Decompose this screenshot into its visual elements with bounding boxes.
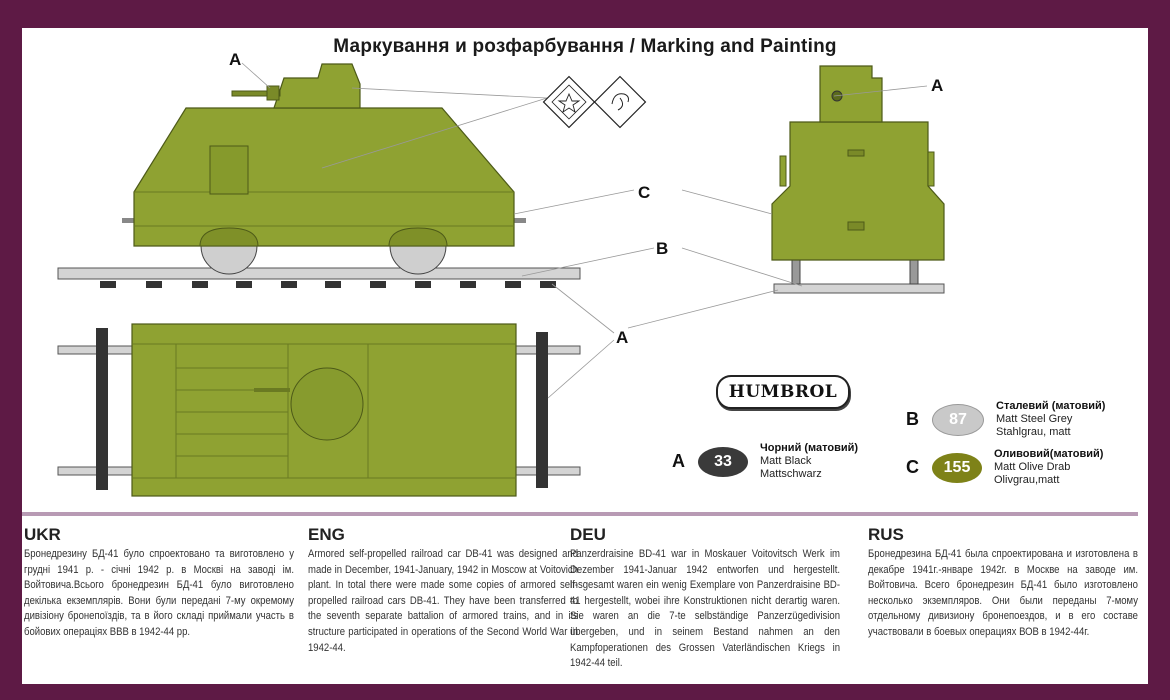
paint-name: Сталевий (матовий) <box>996 400 1106 412</box>
paint-name: Оливовий(матовий) <box>994 448 1104 460</box>
lang-heading: ENG <box>308 525 345 544</box>
paint-letter: C <box>906 457 919 477</box>
paint-row-a <box>672 442 858 481</box>
decal-star-icon <box>544 77 595 128</box>
section-divider <box>22 512 1138 516</box>
callout-a-rear: A <box>931 76 944 95</box>
rear-hull <box>772 122 944 260</box>
text-block-ukr <box>24 525 294 641</box>
callout-a-rails: A <box>616 328 629 347</box>
top-turret-ring <box>291 368 363 440</box>
paint-name-en: Matt Olive Drab <box>994 461 1071 473</box>
paint-name-en: Matt Black <box>760 455 812 467</box>
rail-sleepers <box>100 281 556 288</box>
paint-name: Чорний (матовий) <box>760 442 859 454</box>
lang-heading: UKR <box>24 525 61 544</box>
lang-heading: DEU <box>570 525 606 544</box>
paint-name-de: Olivgrau,matt <box>994 474 1060 486</box>
callout-b: B <box>656 239 669 258</box>
page-title: Маркування и розфарбування / Marking and Painting <box>333 36 837 57</box>
vehicle-drawings <box>22 28 1148 512</box>
top-view-drawing <box>58 324 580 496</box>
paint-swatch-olive-drab: 155 <box>932 453 982 483</box>
decal-emblem-icon <box>595 77 646 128</box>
paint-letter: A <box>672 451 685 471</box>
side-turret <box>274 64 360 108</box>
instruction-sheet <box>22 28 1148 684</box>
paint-row-b <box>906 400 1105 439</box>
paint-swatch-black: 33 <box>698 447 748 477</box>
lang-body: Бронедрезину БД-41 було спроектовано та виготовлено у грудні 1941 р. - січні 1942 р. в Москві на заводі ім. Войтовича.Всього бронедрезин БД-41 було виготовлено декілька екземплярів. Вони були передані 7-му окремому дивізіону бронепоїздів, та в його складі приймали участь в бойових операціях ВВВ в 1942-44 рр. <box>24 548 294 638</box>
paint-swatch-steel-grey: 87 <box>932 404 984 436</box>
paint-name-de: Mattschwarz <box>760 468 822 480</box>
callout-c: C <box>638 183 651 202</box>
text-block-eng <box>308 525 578 656</box>
lang-body: Armored self-propelled railroad car DB-41 was designed and made in December, 1941-January, 1942 in Moscow at Voitovich plant. In total there were made some copies of armored self-propelled railroad cars DB-41. They have been transferred to the seventh separate battalion of armored trains, and in its structure participated in operations of the Second World War in 1942-44. <box>308 548 578 654</box>
lang-body: Бронедрезина БД-41 была спроектирована и изготовлена в декабре 1941г.-январе 1942г. в Москве на заводе им. Войтовича. Всего бронедрезин БД-41 было изготовлено несколько экземпляров. Они были переданы 7-мому отдельному дивизиону бронепоездов, и в его составе участвовали в боевых операциях ВОВ в 1942-44г. <box>868 548 1138 638</box>
side-rail <box>58 268 580 279</box>
side-hull <box>134 108 514 246</box>
lang-body: Panzerdraisine BD-41 war in Moskauer Voitovitsch Werk im Dezember 1941-Januar 1942 entworfen und hergestellt. Insgesamt waren ein wenig Exemplare von Panzerdraisine BD-41 hergestellt, wobei ihre Konstruktionen nicht derartig waren. Sie waren an die 7-te selbständige Panzerzügedivision übergeben, und in seinem Bestand nahmen an den Kampfoperationen des Grossen Vaterländischen Kriegs in 1942-44 teil. <box>570 548 840 670</box>
rear-view-drawing <box>772 66 944 293</box>
side-view-drawing <box>58 64 580 288</box>
text-block-rus <box>868 525 1138 641</box>
paint-letter: B <box>906 409 919 429</box>
lang-heading: RUS <box>868 525 904 544</box>
paint-name-en: Matt Steel Grey <box>996 413 1073 425</box>
paint-row-c <box>906 448 1103 487</box>
paint-name-de: Stahlgrau, matt <box>996 426 1071 438</box>
callout-a-turret: A <box>229 50 242 69</box>
humbrol-badge: HUMBROL <box>716 375 850 409</box>
text-block-deu <box>570 525 840 672</box>
